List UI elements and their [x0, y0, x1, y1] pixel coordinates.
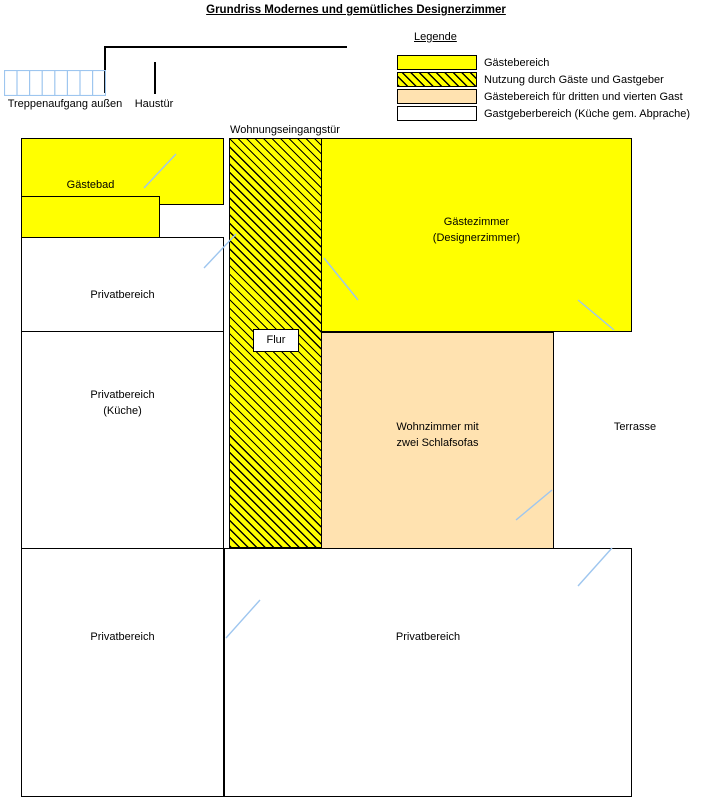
legend-label-gemeinsam: Nutzung durch Gäste und Gastgeber — [484, 73, 664, 86]
label-privatbereich-unten-rechts: Privatbereich — [395, 631, 461, 643]
label-privatbereich-kueche-line2: (Küche) — [103, 405, 142, 417]
door-wohnzimmer-terrasse-icon — [512, 488, 556, 524]
legend-swatch-peach — [397, 89, 477, 104]
stairs-icon — [4, 70, 106, 96]
label-gaestezimmer-line1: Gästezimmer — [443, 216, 510, 228]
legend-swatch-yellow — [397, 55, 477, 70]
label-privatbereich-oben: Privatbereich — [90, 289, 155, 301]
legend-item-gemeinsam — [397, 71, 664, 88]
label-flur: Flur — [253, 329, 299, 352]
label-privatbereich-unten-links: Privatbereich — [90, 631, 155, 643]
label-gaestebad: Gästebad — [66, 179, 115, 191]
legend-swatch-white — [397, 106, 477, 121]
label-wohnzimmer-line1: Wohnzimmer mit — [396, 421, 479, 433]
label-gaestezimmer-line2: (Designerzimmer) — [432, 232, 521, 244]
legend-item-gaestebereich — [397, 54, 549, 71]
label-treppenaufgang: Treppenaufgang außen — [7, 98, 123, 110]
room-gaestebad — [21, 138, 224, 205]
legend-label-dritter-gast: Gästebereich für dritten und vierten Gast — [484, 90, 683, 103]
entry-wall-door-post — [154, 62, 156, 94]
legend-item-gastgeber — [397, 105, 690, 122]
room-privatbereich-unten-rechts — [224, 548, 632, 797]
label-wohnungseingangstuer: Wohnungseingangstür — [230, 124, 340, 136]
room-privatbereich-unten-links — [21, 548, 224, 797]
legend-heading: Legende — [414, 31, 457, 43]
legend-swatch-hatch — [397, 72, 477, 87]
room-privatbereich-oben — [21, 237, 224, 332]
door-privatbereich-unten-links-icon — [222, 598, 266, 642]
label-haustuer: Haustür — [134, 98, 174, 110]
door-wohnungseingang-icon — [200, 232, 240, 272]
legend-label-gastgeber: Gastgeberbereich (Küche gem. Abprache) — [484, 107, 691, 120]
door-gaestezimmer-terrasse-icon — [574, 298, 618, 334]
entry-wall-top — [104, 46, 347, 48]
door-flur-gaestezimmer-icon — [320, 256, 362, 304]
room-gaestebad-extension — [21, 196, 160, 238]
legend-item-dritter-gast — [397, 88, 683, 105]
label-wohnzimmer-line2: zwei Schlafsofas — [396, 437, 479, 449]
door-privatbereich-unten-rechts-icon — [574, 546, 618, 590]
page-title: Grundriss Modernes und gemütliches Designerzimmer — [206, 4, 506, 16]
label-terrasse: Terrasse — [613, 421, 657, 433]
room-privatbereich-kueche — [21, 331, 224, 549]
label-privatbereich-kueche-line1: Privatbereich — [90, 389, 155, 401]
legend-label-gaestebereich: Gästebereich — [484, 56, 550, 69]
door-gaestebad-icon — [140, 152, 180, 192]
